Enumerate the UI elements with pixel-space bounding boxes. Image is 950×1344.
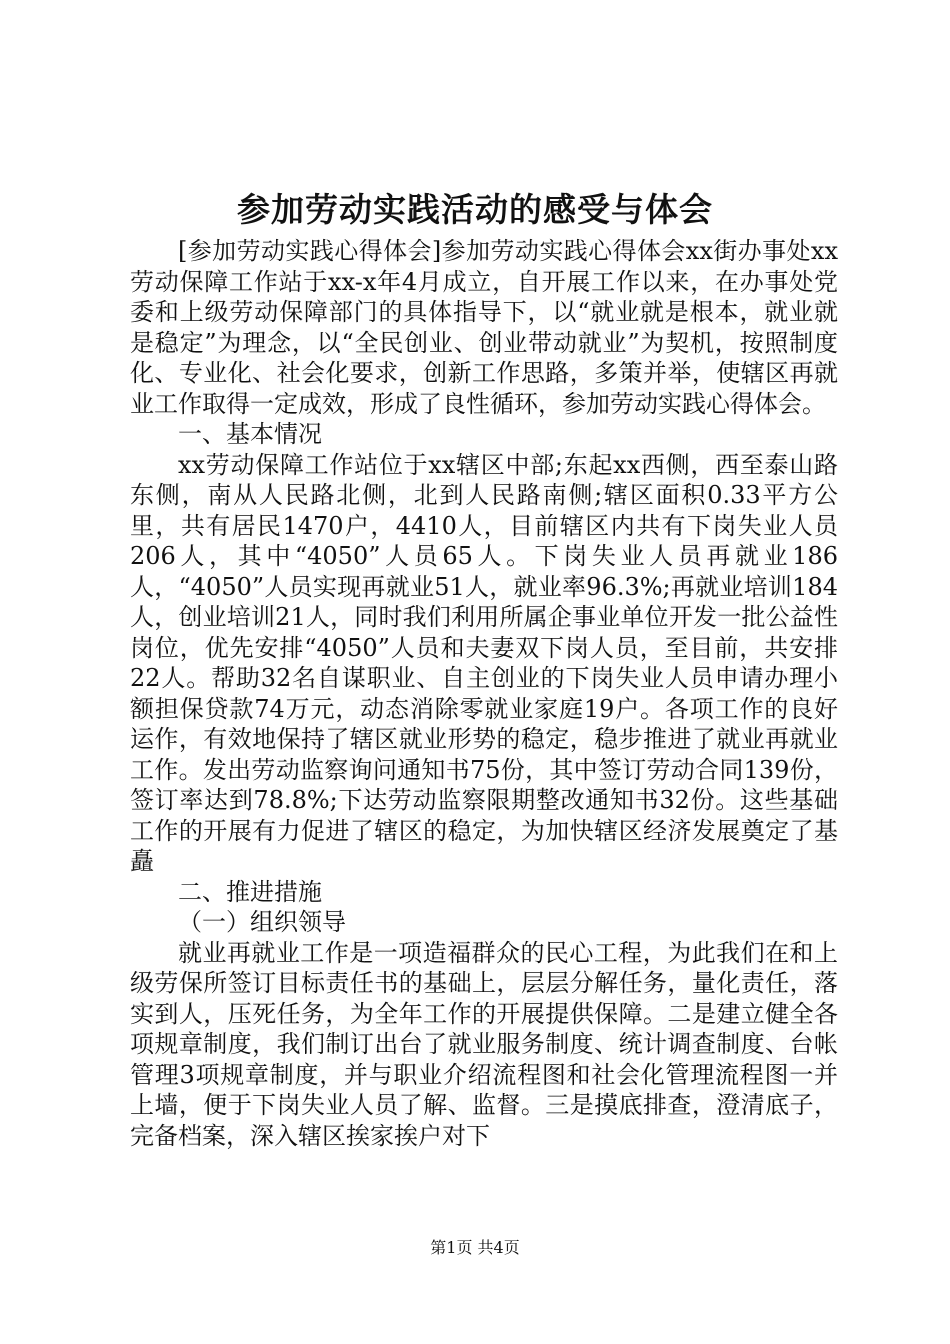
subsection-heading-organization: （一）组织领导 bbox=[178, 908, 346, 936]
paragraph-basic-situation: xx劳动保障工作站位于xx辖区中部;东起xx西侧，西至泰山路东侧，南从人民路北侧，北到人民路南侧;辖区面积0.33平方公里，共有居民1470户，4410人，目前辖区内共有下岗失业人员206人，其中“4050”人员65人。下岗失业人员再就业186人，“4050”人员实现再就业51人，就业率96.3%;再就业培训184人，创业培训21人，同时我们利用所属企事业单位开发一批公益性岗位，优先安排“4050”人员和夫妻双下岗人员，至目前，共安排22人。帮助32名自谋职业、自主创业的下岗失业人员申请办理小额担保贷款74万元，动态消除零就业家庭19户。各项工作的良好运作，有效地保持了辖区就业形势的稳定，稳步推进了就业再就业工作。发出劳动监察询问通知书75份，其中签订劳动合同139份，签订率达到78.8%;下达劳动监察限期整改通知书32份。这些基础工作的开展有力促进了辖区的稳定，为加快辖区经济发展奠定了基矗 bbox=[130, 450, 838, 875]
paragraph-organization: 就业再就业工作是一项造福群众的民心工程，为此我们在和上级劳保所签订目标责任书的基础上，层层分解任务，量化责任，落实到人，压死任务，为全年工作的开展提供保障。二是建立健全各项规章制度，我们制订出台了就业服务制度、统计调查制度、台帐管理3项规章制度，并与职业介绍流程图和社会化管理流程图一并上墙，便于下岗失业人员了解、监督。三是摸底排查，澄清底子，完备档案，深入辖区挨家挨户对下 bbox=[130, 938, 838, 1150]
document-title: 参加劳动实践活动的感受与体会 bbox=[237, 190, 713, 229]
paragraph-intro: [参加劳动实践心得体会]参加劳动实践心得体会xx街办事处xx劳动保障工作站于xx-x年4月成立，自开展工作以来，在办事处党委和上级劳动保障部门的具体指导下，以“就业就是根本，就业就是稳定”为理念，以“全民创业、创业带动就业”为契机，按照制度化、专业化、社会化要求，创新工作思路，多策并举，使辖区再就业工作取得一定成效，形成了良性循环，参加劳动实践心得体会。 bbox=[130, 237, 838, 418]
section-heading-measures: 二、推进措施 bbox=[178, 877, 322, 906]
page-number-footer: 第1页 共4页 bbox=[430, 1238, 520, 1257]
section-heading-basic: 一、基本情况 bbox=[178, 420, 322, 448]
document-body bbox=[130, 236, 838, 1151]
